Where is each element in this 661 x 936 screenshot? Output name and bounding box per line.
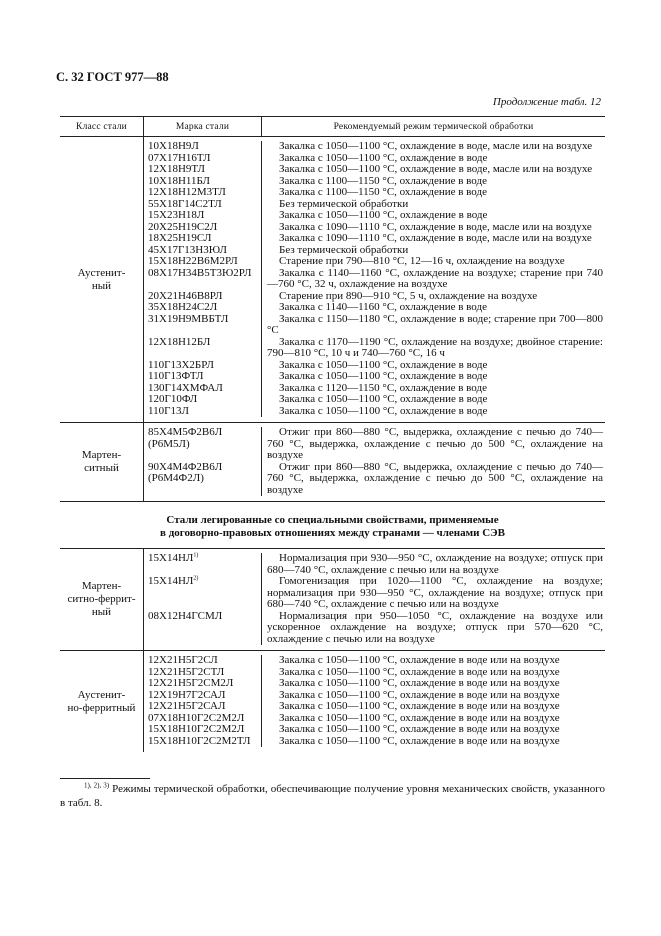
heat-treatment-cell: Закалка с 1050—1100 °С, охлаждение в воде или на воздухе: [279, 734, 560, 747]
steel-grade: 12Х18Н12М3ТЛ: [148, 186, 226, 198]
heat-treatment-cell: Закалка с 1050—1100 °С, охлаждение в воде: [279, 404, 488, 417]
heat-treatment-cell: Закалка с 1050—1100 °С, охлаждение в воде: [279, 151, 488, 164]
steel-grade-cell: [144, 553, 262, 576]
table-row: [144, 337, 605, 360]
steel-grade: 110Г13ФТЛ: [148, 370, 204, 382]
heat-treatment-cell: Закалка с 1100—1150 °С, охлаждение в воде: [279, 186, 487, 198]
header-steel-grade: Марка стали: [144, 117, 262, 136]
heat-treatment-cell: Закалка с 1170—1190 °С, охлаждение на воздухе; двойное старение: 790—810 °С, 10 ч и 740—760 °С, 16 ч: [267, 335, 603, 359]
steel-grade: 130Г14ХМФАЛ: [148, 381, 223, 394]
section-heading-line-1: Стали легированные со специальными свойствами, применяемые: [166, 514, 499, 526]
heat-treatment-cell: Закалка с 1050—1100 °С, охлаждение в воде или на воздухе: [279, 711, 560, 724]
steel-class-group: [60, 423, 605, 502]
steel-grade: 10Х18Н9Л: [148, 140, 199, 152]
steel-grade: 31Х19Н9МВБТЛ: [148, 312, 229, 325]
steel-grade: 90Х4М4Ф2В6Л (Р6М4Ф2Л): [148, 460, 223, 484]
steel-grade: 12Х21Н5Г2СТЛ: [148, 665, 225, 678]
table-row: [144, 268, 605, 291]
heat-treatment-cell: Гомогенизация при 1020—1100 °С, охлаждение на воздухе; нормализация при 930—950 °С, охлаждение на воздухе; отпуск при 680—740 °С, охлаждение с печью или на воздухе: [267, 575, 603, 610]
heat-treatment-cell: Закалка с 1140—1160 °С, охлаждение на воздухе; старение при 740—760 °С, 32 ч, охлаждение на воздухе: [267, 266, 603, 290]
steel-class-group: [60, 549, 605, 651]
footnote-ref: 1): [193, 552, 199, 559]
steel-grade: 12Х19Н7Г2САЛ: [148, 688, 226, 701]
heat-treatment-cell: Без термической обработки: [279, 197, 409, 210]
steel-grade-cell: [144, 611, 262, 646]
steel-grade-cell: [144, 427, 262, 462]
steel-grade-cell: [144, 337, 262, 360]
steel-class-label: ный: [91, 606, 112, 618]
heat-treatment-table: [60, 116, 605, 752]
steel-class-cell: [60, 137, 144, 422]
steel-grade-cell: [144, 268, 262, 291]
steel-class-label: Аустенит-: [77, 688, 126, 701]
steel-grade: 120Г10ФЛ: [148, 393, 198, 405]
table-row: [144, 394, 605, 406]
table-body-part-2: [60, 549, 605, 752]
steel-grade: 55Х18Г14С2ТЛ: [148, 197, 222, 210]
steel-grade: 110Г13Х2БРЛ: [148, 358, 214, 371]
heat-treatment-cell: Закалка с 1050—1100 °С, охлаждение в воде или на воздухе: [279, 700, 560, 712]
steel-grade: 08Х17Н34В5Т3Ю2РЛ: [148, 266, 252, 279]
heat-treatment-cell: Закалка с 1090—1110 °С, охлаждение в воде, масле или на воздухе: [279, 220, 592, 233]
heat-treatment-cell: Закалка с 1050—1100 °С, охлаждение в воде или на воздухе: [279, 723, 560, 735]
heat-treatment-cell: Закалка с 1120—1150 °С, охлаждение в воде: [279, 381, 487, 394]
steel-grade: 110Г13Л: [148, 404, 189, 417]
steel-class-cell: [60, 423, 144, 501]
steel-class-label: но-ферритный: [67, 701, 136, 714]
table-row: [144, 462, 605, 497]
table-row: [144, 427, 605, 462]
table-row: [144, 736, 605, 748]
heat-treatment-cell: Закалка с 1050—1100 °С, охлаждение в воде: [279, 209, 488, 221]
steel-grade: 20Х21Н46В8РЛ: [148, 289, 223, 302]
steel-grade: 10Х18Н11БЛ: [148, 174, 210, 187]
heat-treatment-cell: Закалка с 1050—1100 °С, охлаждение в воде, масле или на воздухе: [279, 163, 593, 175]
steel-grade: 35Х18Н24С2Л: [148, 301, 218, 313]
heat-treatment-cell: Без термической обработки: [279, 243, 409, 256]
steel-grade: 07Х18Н10Г2С2М2Л: [148, 711, 245, 724]
footnote-text: Режимы термической обработки, обеспечивающие получение уровня механических свойств, указанного в табл. 8.: [60, 783, 606, 809]
heat-treatment-cell: Закалка с 1050—1100 °С, охлаждение в воде, масле или на воздухе: [279, 140, 593, 152]
heat-treatment-cell: Старение при 790—810 °С, 12—16 ч, охлаждение на воздухе: [279, 255, 565, 267]
heat-treatment-cell: Закалка с 1050—1100 °С, охлаждение в воде или на воздухе: [279, 677, 560, 689]
steel-grade: 85Х4М5Ф2В6Л (Р6М5Л): [148, 426, 223, 450]
steel-grade-cell: [144, 406, 262, 418]
table-row: [144, 576, 605, 611]
heat-treatment-cell: Нормализация при 950—1050 °С, охлаждение на воздухе или ускоренное охлаждение на воздухе; отпуск при 570—620 °С, охлаждение с печью или на воздухе: [267, 609, 603, 645]
footnote-divider: [60, 778, 150, 779]
steel-grade-cell: [144, 314, 262, 337]
table-row: [144, 314, 605, 337]
heat-treatment-cell: Закалка с 1050—1100 °С, охлаждение в воде: [279, 370, 488, 382]
heat-treatment-cell: Отжиг при 860—880 °С, выдержка, охлаждение с печью до 740—760 °С, выдержка, охлаждение с печью до 500 °С, охлаждение на воздухе: [267, 460, 603, 496]
steel-grade-cell: [144, 736, 262, 748]
table-body-part-1: [60, 137, 605, 502]
heat-treatment-cell: Закалка с 1090—1110 °С, охлаждение в воде, масле или на воздухе: [279, 232, 592, 244]
heat-treatment-cell: Закалка с 1150—1180 °С, охлаждение в воде; старение при 700—800 °С: [267, 312, 603, 336]
steel-grade: 12Х21Н5Г2СЛ: [148, 654, 218, 666]
steel-grade: 15Х14НЛ: [148, 552, 194, 564]
header-heat-treatment: Рекомендуемый режим термической обработки: [333, 121, 534, 132]
steel-class-label: ситный: [84, 462, 119, 474]
steel-grade: 45Х17Г13Н3ЮЛ: [148, 243, 227, 256]
heat-treatment-cell: Закалка с 1050—1100 °С, охлаждение в воде: [279, 358, 488, 371]
section-heading: [60, 502, 605, 549]
steel-class-label: ный: [91, 279, 112, 292]
steel-class-group: [60, 137, 605, 423]
steel-grade: 15Х18Н22В6М2РЛ: [148, 255, 238, 267]
heat-treatment-cell: Закалка с 1050—1100 °С, охлаждение в воде или на воздухе: [279, 688, 560, 701]
table-row: [144, 611, 605, 646]
steel-grade: 12Х21Н5Г2СМ2Л: [148, 677, 234, 689]
steel-grade: 20Х25Н19С2Л: [148, 220, 218, 233]
heat-treatment-cell: Нормализация при 930—950 °С, охлаждение на воздухе; отпуск при 680—740 °С, охлаждение с печью или на воздухе: [267, 552, 603, 576]
steel-class-label: ситно-феррит-: [67, 593, 136, 605]
heat-treatment-cell: Старение при 890—910 °С, 5 ч, охлаждение на воздухе: [279, 289, 538, 302]
steel-grade: 12Х18Н12БЛ: [148, 335, 211, 348]
steel-grade: 12Х21Н5Г2САЛ: [148, 700, 226, 712]
table-continuation-label: Продолжение табл. 12: [492, 96, 601, 108]
header-steel-class: Класс стали: [60, 117, 144, 136]
steel-class-cell: [60, 549, 144, 650]
heat-treatment-cell: Отжиг при 860—880 °С, выдержка, охлаждение с печью до 740—760 °С, выдержка, охлаждение с печью до 500 °С, охлаждение на воздухе: [267, 426, 603, 461]
table-row: [144, 553, 605, 576]
steel-grade: 15Х23Н18Л: [148, 209, 205, 221]
heat-treatment-cell: Закалка с 1050—1100 °С, охлаждение в воде или на воздухе: [279, 654, 560, 666]
steel-grade-cell: [144, 462, 262, 497]
heat-treatment-cell: Закалка с 1140—1160 °С, охлаждение в воде: [279, 301, 487, 313]
steel-class-label: Аустенит-: [77, 266, 126, 279]
page-header: С. 32 ГОСТ 977—88: [56, 70, 169, 84]
steel-grade: 15Х18Н10Г2С2М2ТЛ: [148, 734, 251, 747]
steel-grade: 12Х18Н9ТЛ: [148, 163, 206, 175]
steel-grade: 07Х17Н16ТЛ: [148, 151, 211, 164]
steel-grade: 08Х12Н4ГСМЛ: [148, 609, 223, 622]
table-row: [144, 164, 605, 176]
table-row: [144, 141, 605, 153]
footnote: [60, 782, 605, 810]
heat-treatment-cell: Закалка с 1050—1100 °С, охлаждение в воде или на воздухе: [279, 665, 560, 678]
heat-treatment-cell: Закалка с 1100—1150 °С, охлаждение в воде: [279, 174, 487, 187]
section-heading-line-2: в договорно-правовых отношениях между странами — членами СЭВ: [160, 527, 505, 539]
footnote-marks: 1), 2), 3): [84, 781, 110, 790]
table-header-row: [60, 116, 605, 137]
steel-class-group: [60, 651, 605, 752]
steel-grade: 18Х25Н19СЛ: [148, 232, 212, 244]
footnote-ref: 2): [193, 575, 199, 582]
steel-class-label: Мартен-: [81, 449, 122, 461]
table-row: [144, 406, 605, 418]
steel-class-cell: [60, 651, 144, 752]
steel-class-label: Мартен-: [81, 580, 122, 592]
heat-treatment-cell: Закалка с 1050—1100 °С, охлаждение в воде: [279, 393, 488, 405]
steel-grade: 15Х18Н10Г2С2М2Л: [148, 723, 245, 735]
steel-grade: 15Х14НЛ: [148, 575, 194, 587]
steel-grade-cell: [144, 576, 262, 611]
